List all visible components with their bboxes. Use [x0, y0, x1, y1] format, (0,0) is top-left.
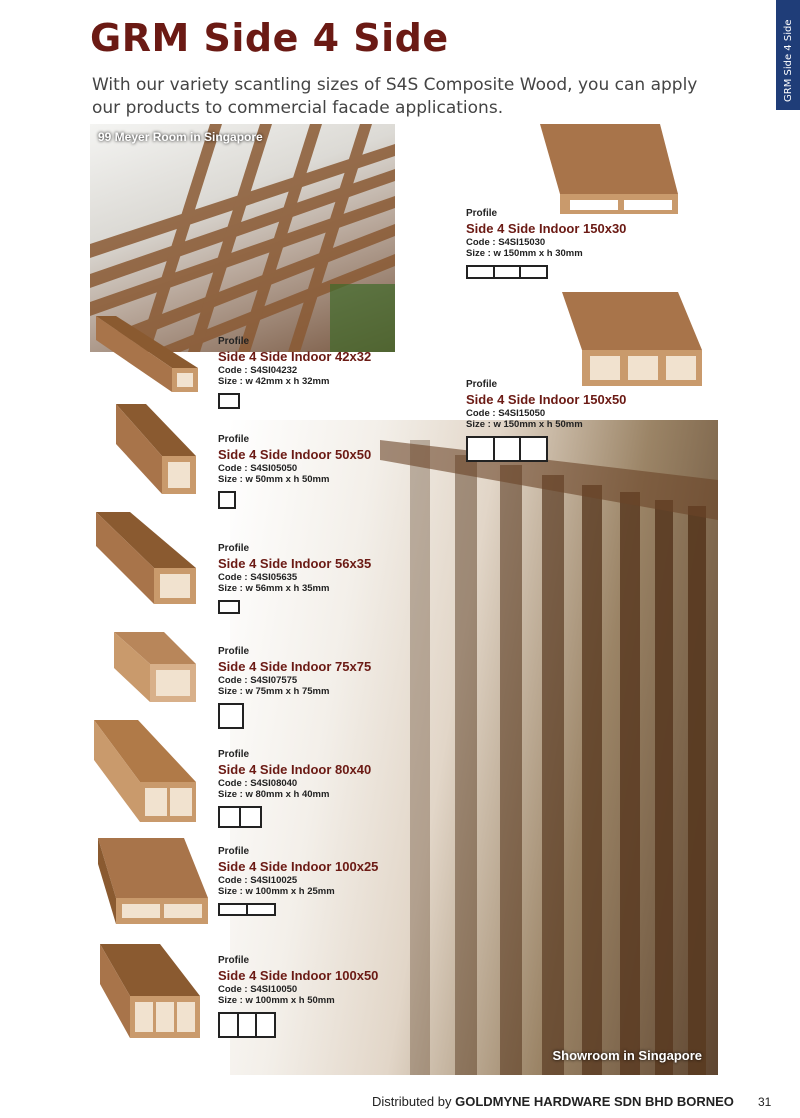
profile-100x50	[218, 955, 378, 1038]
profile-name: Side 4 Side Indoor 100x25	[218, 859, 379, 874]
profile-name: Side 4 Side Indoor 56x35	[218, 556, 372, 571]
profile-code: Code : S4SI10050	[218, 984, 298, 995]
profile-size: Size : w 75mm x h 75mm	[218, 686, 330, 697]
profile-code: Code : S4SI15030	[466, 237, 546, 248]
profile-label: Profile	[218, 543, 250, 554]
profile-size: Size : w 80mm x h 40mm	[218, 789, 330, 800]
profile-code: Code : S4SI05635	[218, 572, 298, 583]
product-image-50x50	[116, 404, 198, 496]
product-image-80x40	[94, 720, 198, 824]
intro-text: With our variety scantling sizes of S4S Composite Wood, you can apply our products to commercial facade applications.	[92, 75, 698, 118]
profile-name: Side 4 Side Indoor 42x32	[218, 349, 372, 364]
profile-size: Size : w 56mm x h 35mm	[218, 583, 330, 594]
profile-label: Profile	[218, 646, 250, 657]
profile-size: Size : w 50mm x h 50mm	[218, 474, 330, 485]
footer-company: GOLDMYNE HARDWARE SDN BHD BORNEO	[455, 1094, 734, 1109]
product-image-56x35	[96, 512, 198, 606]
page-title: GRM Side 4 Side	[90, 16, 449, 60]
profile-label: Profile	[466, 208, 498, 219]
profile-label: Profile	[218, 955, 250, 966]
cross-section-icon	[218, 703, 244, 729]
profile-label: Profile	[218, 749, 250, 760]
profile-80x40	[218, 749, 371, 828]
product-image-150x50	[558, 292, 704, 388]
footer-distributor	[372, 1094, 734, 1109]
photo-top-caption: 99 Meyer Room in Singapore	[98, 130, 263, 144]
profile-label: Profile	[466, 379, 498, 390]
profile-56x35	[218, 543, 371, 614]
product-image-42x32	[96, 316, 200, 394]
profile-size: Size : w 42mm x h 32mm	[218, 376, 330, 387]
side-tab-label: GRM Side 4 Side	[783, 19, 794, 102]
product-image-100x50	[100, 944, 202, 1040]
profile-42x32	[218, 336, 371, 409]
profile-code: Code : S4SI10025	[218, 875, 298, 886]
page-number: 31	[758, 1095, 772, 1109]
profile-name: Side 4 Side Indoor 150x30	[466, 221, 627, 236]
cross-section-icon	[218, 806, 262, 828]
product-image-75x75	[114, 632, 198, 704]
profile-150x30	[466, 208, 626, 279]
profile-code: Code : S4SI15050	[466, 408, 546, 419]
cross-section-icon	[218, 393, 240, 409]
cross-section-icon	[218, 1012, 276, 1038]
profile-name: Side 4 Side Indoor 50x50	[218, 447, 372, 462]
profile-75x75	[218, 646, 371, 729]
profile-name: Side 4 Side Indoor 75x75	[218, 659, 372, 674]
profile-code: Code : S4SI05050	[218, 463, 298, 474]
profile-code: Code : S4SI08040	[218, 778, 298, 789]
profile-size: Size : w 100mm x h 50mm	[218, 995, 335, 1006]
profile-label: Profile	[218, 434, 250, 445]
profile-code: Code : S4SI07575	[218, 675, 298, 686]
cross-section-icon	[218, 491, 236, 509]
profile-name: Side 4 Side Indoor 80x40	[218, 762, 372, 777]
profile-50x50	[218, 434, 371, 509]
profile-150x50	[466, 379, 626, 462]
profile-name: Side 4 Side Indoor 150x50	[466, 392, 627, 407]
cross-section-icon	[466, 436, 548, 462]
profile-label: Profile	[218, 336, 250, 347]
profile-label: Profile	[218, 846, 250, 857]
side-tab	[776, 0, 800, 110]
product-image-100x25	[94, 838, 210, 928]
cross-section-icon	[218, 600, 240, 614]
profile-100x25	[218, 846, 378, 916]
profile-size: Size : w 150mm x h 50mm	[466, 419, 583, 430]
profile-size: Size : w 100mm x h 25mm	[218, 886, 335, 897]
footer-prefix: Distributed by	[372, 1094, 456, 1109]
cross-section-icon	[218, 903, 276, 916]
photo-bottom-caption: Showroom in Singapore	[552, 1048, 702, 1063]
cross-section-icon	[466, 265, 548, 279]
profile-name: Side 4 Side Indoor 100x50	[218, 968, 379, 983]
profile-size: Size : w 150mm x h 30mm	[466, 248, 583, 259]
product-image-150x30	[530, 124, 680, 216]
profile-code: Code : S4SI04232	[218, 365, 298, 376]
